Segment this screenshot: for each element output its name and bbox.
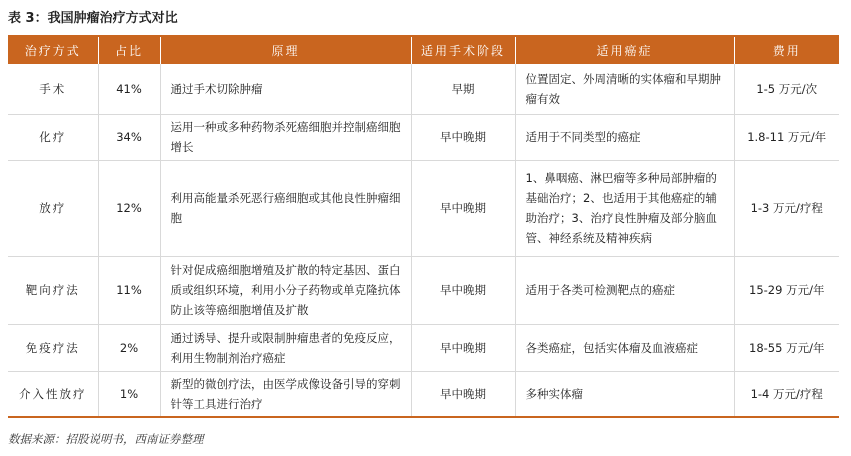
stage-cell: 早中晚期 [411, 114, 515, 160]
table-title: 表 3：我国肿瘤治疗方式对比 [8, 11, 178, 26]
method-cell: 化疗 [8, 114, 98, 160]
method-cell: 放疗 [8, 160, 98, 256]
share-cell: 12% [98, 160, 160, 256]
header-row [8, 37, 839, 64]
cancer-cell: 多种实体瘤 [515, 371, 734, 417]
stage-cell: 早中晚期 [411, 371, 515, 417]
cancer-cell: 各类癌症，包括实体瘤及血液癌症 [515, 324, 734, 371]
stage-cell: 早期 [411, 64, 515, 114]
share-cell: 1% [98, 371, 160, 417]
header-method: 治疗方式 [8, 37, 98, 64]
table-row [8, 371, 839, 417]
cost-cell: 1-4 万元/疗程 [734, 371, 839, 417]
table-row [8, 114, 839, 160]
table-row [8, 324, 839, 371]
table-row [8, 64, 839, 114]
source-note: 数据来源：招股说明书，西南证券整理 [8, 432, 204, 446]
stage-cell: 早中晚期 [411, 256, 515, 324]
cancer-cell: 1、鼻咽癌、淋巴瘤等多种局部肿瘤的基础治疗；2、也适用于其他癌症的辅助治疗；3、治疗良性肿瘤及部分脑血管、神经系统及精神疾病 [515, 160, 734, 256]
principle-cell: 利用高能量杀死恶行癌细胞或其他良性肿瘤细胞 [160, 160, 411, 256]
principle-cell: 运用一种或多种药物杀死癌细胞并控制癌细胞增长 [160, 114, 411, 160]
share-cell: 34% [98, 114, 160, 160]
cost-cell: 1-3 万元/疗程 [734, 160, 839, 256]
stage-cell: 早中晚期 [411, 160, 515, 256]
method-cell: 手术 [8, 64, 98, 114]
principle-cell: 针对促成癌细胞增殖及扩散的特定基因、蛋白质或组织环境，利用小分子药物或单克隆抗体防止该等癌细胞增值及扩散 [160, 256, 411, 324]
header-cost: 费用 [734, 37, 839, 64]
header-share: 占比 [98, 37, 160, 64]
treatment-comparison-table [8, 37, 839, 418]
cost-cell: 1.8-11 万元/年 [734, 114, 839, 160]
method-cell: 介入性放疗 [8, 371, 98, 417]
share-cell: 2% [98, 324, 160, 371]
principle-cell: 通过诱导、提升或限制肿瘤患者的免疫反应，利用生物制剂治疗癌症 [160, 324, 411, 371]
stage-cell: 早中晚期 [411, 324, 515, 371]
principle-cell: 通过手术切除肿瘤 [160, 64, 411, 114]
cost-cell: 1-5 万元/次 [734, 64, 839, 114]
share-cell: 11% [98, 256, 160, 324]
cancer-cell: 适用于各类可检测靶点的癌症 [515, 256, 734, 324]
method-cell: 靶向疗法 [8, 256, 98, 324]
table-row [8, 256, 839, 324]
header-cancer: 适用癌症 [515, 37, 734, 64]
cost-cell: 15-29 万元/年 [734, 256, 839, 324]
table-row [8, 160, 839, 256]
header-stage: 适用手术阶段 [411, 37, 515, 64]
cost-cell: 18-55 万元/年 [734, 324, 839, 371]
method-cell: 免疫疗法 [8, 324, 98, 371]
share-cell: 41% [98, 64, 160, 114]
header-principle: 原理 [160, 37, 411, 64]
cancer-cell: 适用于不同类型的癌症 [515, 114, 734, 160]
cancer-cell: 位置固定、外周清晰的实体瘤和早期肿瘤有效 [515, 64, 734, 114]
principle-cell: 新型的微创疗法，由医学成像设备引导的穿刺针等工具进行治疗 [160, 371, 411, 417]
